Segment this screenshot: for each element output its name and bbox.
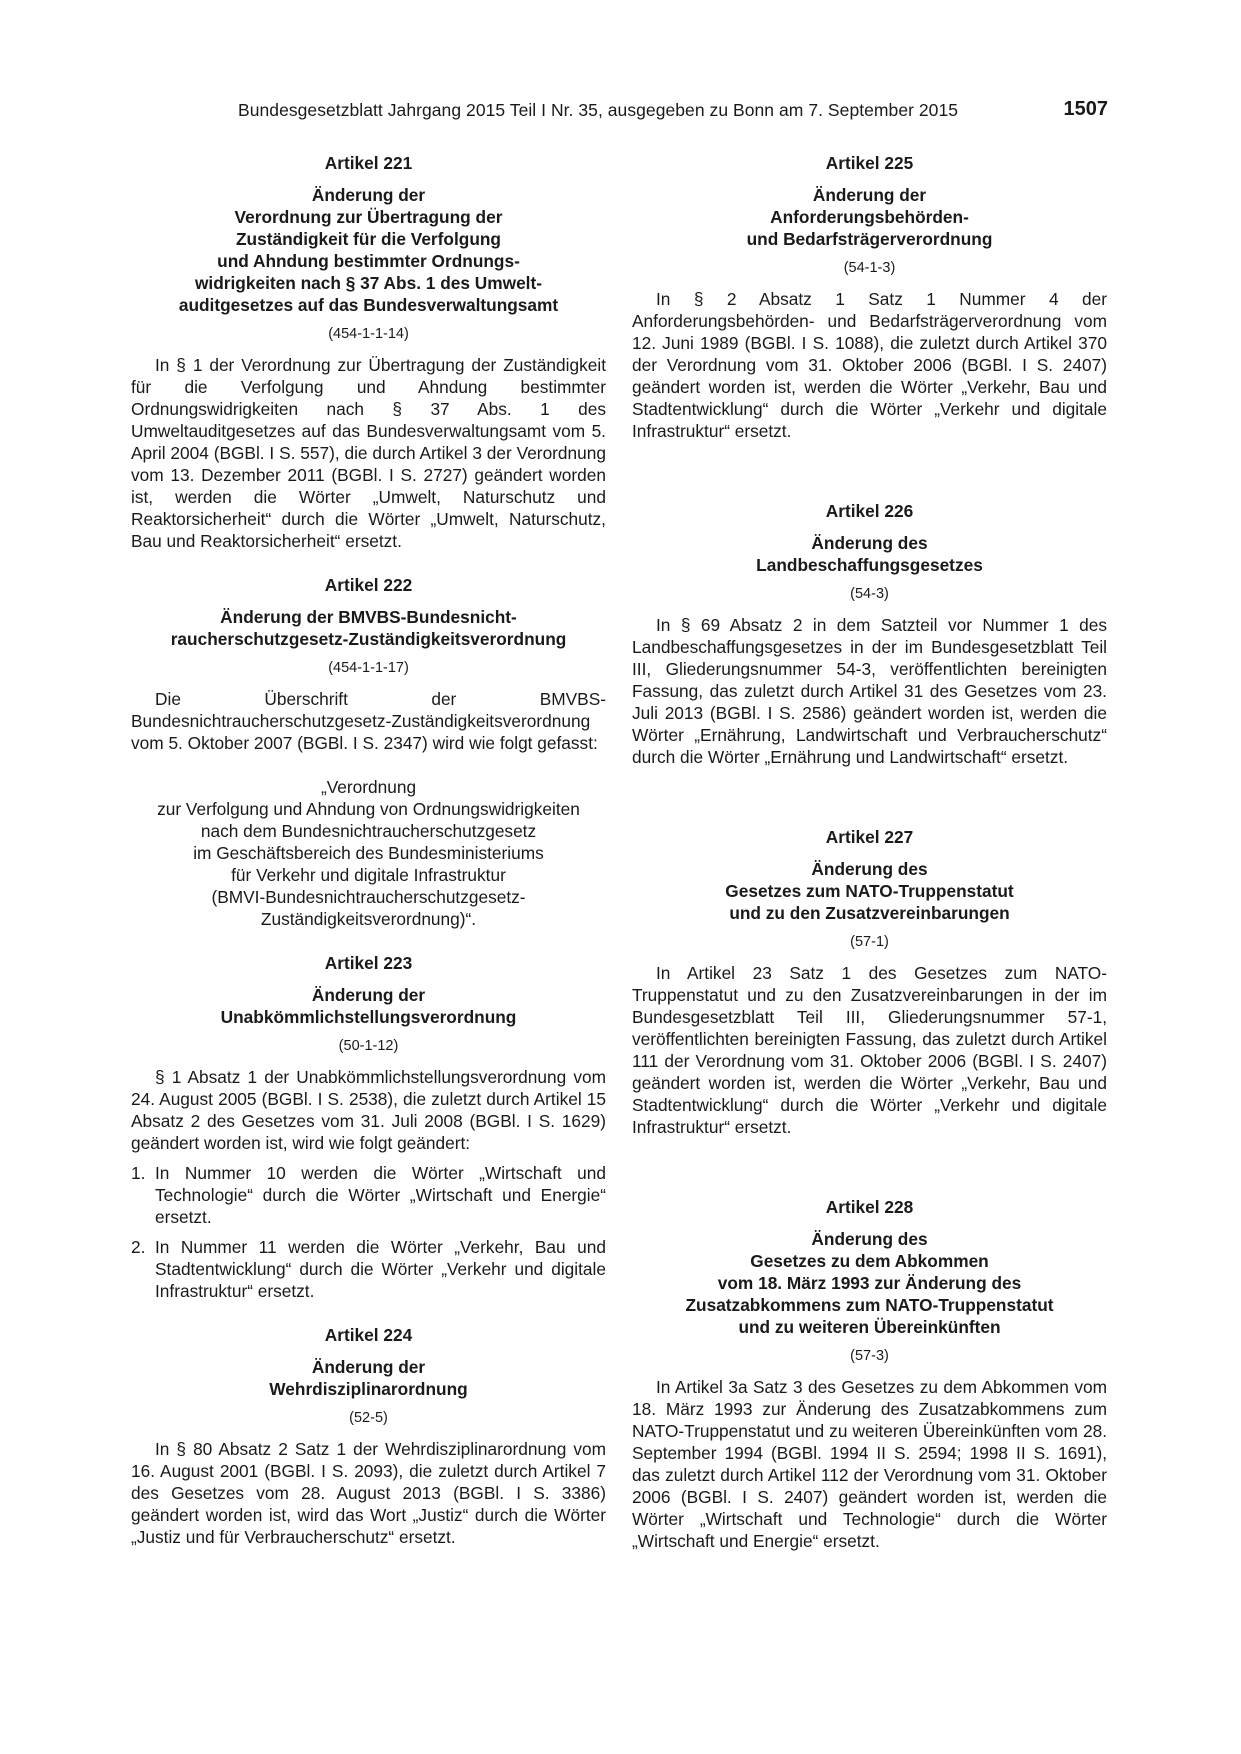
article-reference: (57-3) [850, 1348, 889, 1364]
article-heading: Änderung der Verordnung zur Übertragung der Zuständigkeit für die Verfolgung und Ahndung bestimmter Ordnungs- widrigkeiten nach § 37 Abs. 1 des Umwelt- auditgesetzes auf das Bundesverwaltungsamt [178, 185, 559, 315]
article-heading: Änderung der Anforderungsbehörden- und Bedarfsträgerverordnung [746, 185, 993, 249]
list-item-number: 1. [131, 1163, 146, 1183]
article-title: Artikel 223 [324, 953, 413, 973]
article-reference: (454-1-1-14) [328, 326, 409, 342]
article-title: Artikel 224 [324, 1325, 413, 1345]
article-body: Die Überschrift der BMVBS-Bundesnichtraucherschutzgesetz-Zuständigkeitsverordnung vom 5. Oktober 2007 (BGBl. I S. 2347) wird wie folgt gefasst: [131, 689, 606, 753]
article-heading: Änderung des Landbeschaffungsgesetzes [756, 533, 983, 575]
article-title: Artikel 222 [324, 575, 413, 595]
amendment-list [131, 1162, 606, 1302]
article-heading: Änderung der Wehrdisziplinarordnung [269, 1357, 468, 1399]
article-reference: (54-1-3) [843, 260, 896, 276]
article-heading: Änderung des Gesetzes zum NATO-Truppenstatut und zu den Zusatzvereinbarungen [725, 859, 1014, 923]
article-body: In Artikel 23 Satz 1 des Gesetzes zum NATO-Truppenstatut und zu den Zusatzvereinbarungen in der im Bundesgesetzblatt Teil III, Gliederungsnummer 57-1, veröffentlichten bereinigten Fassung, das zuletzt durch Artikel 111 der Verordnung vom 31. Oktober 2006 (BGBl. I S. 2407) geändert worden ist, werden die Wörter „Verkehr, Bau und Stadtentwicklung“ durch die Wörter „Verkehr und digitale Infrastruktur“ ersetzt. [632, 963, 1107, 1137]
article-225 [632, 152, 1107, 442]
right-column [632, 152, 1107, 1552]
article-228 [632, 1196, 1107, 1552]
article-227 [632, 826, 1107, 1138]
page-number: 1507 [1063, 98, 1108, 120]
article-reference: (454-1-1-17) [328, 660, 409, 676]
article-reference: (54-3) [850, 586, 889, 602]
article-reference: (50-1-12) [338, 1038, 399, 1054]
article-title: Artikel 226 [825, 501, 914, 521]
article-222 [131, 574, 606, 930]
article-heading: Änderung der BMVBS-Bundesnicht- raucherschutzgesetz-Zuständigkeitsverordnung [170, 607, 567, 649]
article-226 [632, 500, 1107, 768]
article-title: Artikel 227 [825, 827, 914, 847]
article-heading: Änderung des Gesetzes zu dem Abkommen vom 18. März 1993 zur Änderung des Zusatzabkommens zum NATO-Truppenstatut und zu weiteren Übereinkünften [685, 1229, 1054, 1337]
article-body: In § 69 Absatz 2 in dem Satzteil vor Nummer 1 des Landbeschaffungsgesetzes in der im Bundesgesetzblatt Teil III, Gliederungsnummer 54-3, veröffentlichten bereinigten Fassung, das zuletzt durch Artikel 31 des Gesetzes vom 23. Juli 2013 (BGBl. I S. 2586) geändert worden ist, werden die Wörter „Ernährung, Landwirtschaft und Verbraucherschutz“ durch die Wörter „Ernährung und Landwirtschaft“ ersetzt. [632, 615, 1107, 767]
article-223 [131, 952, 606, 1302]
article-title: Artikel 221 [324, 153, 413, 173]
header-publication-line: Bundesgesetzblatt Jahrgang 2015 Teil I Nr. 35, ausgegeben zu Bonn am 7. September 2015 [238, 100, 959, 120]
article-reference: (52-5) [349, 1410, 388, 1426]
article-224 [131, 1324, 606, 1548]
list-item-number: 2. [131, 1237, 146, 1257]
list-item-text: In Nummer 11 werden die Wörter „Verkehr, Bau und Stadtentwicklung“ durch die Wörter „Verkehr und digitale Infrastruktur“ ersetzt. [155, 1237, 606, 1301]
article-body: In § 2 Absatz 1 Satz 1 Nummer 4 der Anforderungsbehörden- und Bedarfsträgerverordnung vom 12. Juni 1989 (BGBl. I S. 1088), die zuletzt durch Artikel 370 der Verordnung vom 31. Oktober 2006 (BGBl. I S. 2407) geändert worden ist, werden die Wörter „Verkehr, Bau und Stadtentwicklung“ durch die Wörter „Verkehr und digitale Infrastruktur“ ersetzt. [632, 289, 1107, 441]
article-heading: Änderung der Unabkömmlichstellungsverordnung [220, 985, 517, 1027]
article-221 [131, 152, 606, 552]
new-title-quote: „Verordnung zur Verfolgung und Ahndung von Ordnungswidrigkeiten nach dem Bundesnichtraucherschutzgesetz im Geschäftsbereich des Bundesministeriums für Verkehr und digitale Infrastruktur (BMVI-Bundesnichtraucherschutzgesetz- Zuständigkeitsverordnung)“. [157, 777, 580, 929]
article-body: In Artikel 3a Satz 3 des Gesetzes zu dem Abkommen vom 18. März 1993 zur Änderung des Zusatzabkommens zum NATO-Truppenstatut und zu weiteren Übereinkünften vom 28. September 1994 (BGBl. 1994 II S. 2594; 1998 II S. 1691), das zuletzt durch Artikel 112 der Verordnung vom 31. Oktober 2006 (BGBl. I S. 2407) geändert worden ist, werden die Wörter „Wirtschaft und Technologie“ durch die Wörter „Wirtschaft und Energie“ ersetzt. [632, 1377, 1107, 1551]
article-title: Artikel 228 [825, 1197, 914, 1217]
left-column [131, 152, 606, 1548]
page-header [238, 100, 1108, 126]
article-reference: (57-1) [850, 934, 889, 950]
list-item [131, 1236, 606, 1302]
article-title: Artikel 225 [825, 153, 914, 173]
article-body: § 1 Absatz 1 der Unabkömmlichstellungsverordnung vom 24. August 2005 (BGBl. I S. 2538), die zuletzt durch Artikel 15 Absatz 2 des Gesetzes vom 31. Juli 2008 (BGBl. I S. 1629) geändert worden ist, wird wie folgt geändert: [131, 1067, 606, 1153]
list-item [131, 1162, 606, 1228]
article-body: In § 1 der Verordnung zur Übertragung der Zuständigkeit für die Verfolgung und Ahndung bestimmter Ordnungswidrigkeiten nach § 37 Abs. 1 des Umweltauditgesetzes auf das Bundesverwaltungsamt vom 5. April 2004 (BGBl. I S. 557), die durch Artikel 3 der Verordnung vom 13. Dezember 2011 (BGBl. I S. 2727) geändert worden ist, werden die Wörter „Umwelt, Naturschutz und Reaktorsicherheit“ durch die Wörter „Umwelt, Naturschutz, Bau und Reaktorsicherheit“ ersetzt. [131, 355, 606, 551]
article-body: In § 80 Absatz 2 Satz 1 der Wehrdisziplinarordnung vom 16. August 2001 (BGBl. I S. 2093), die zuletzt durch Artikel 7 des Gesetzes vom 28. August 2013 (BGBl. I S. 3386) geändert worden ist, wird das Wort „Justiz“ durch die Wörter „Justiz und für Verbraucherschutz“ ersetzt. [131, 1439, 606, 1547]
list-item-text: In Nummer 10 werden die Wörter „Wirtschaft und Technologie“ durch die Wörter „Wirtschaft und Energie“ ersetzt. [155, 1163, 606, 1227]
